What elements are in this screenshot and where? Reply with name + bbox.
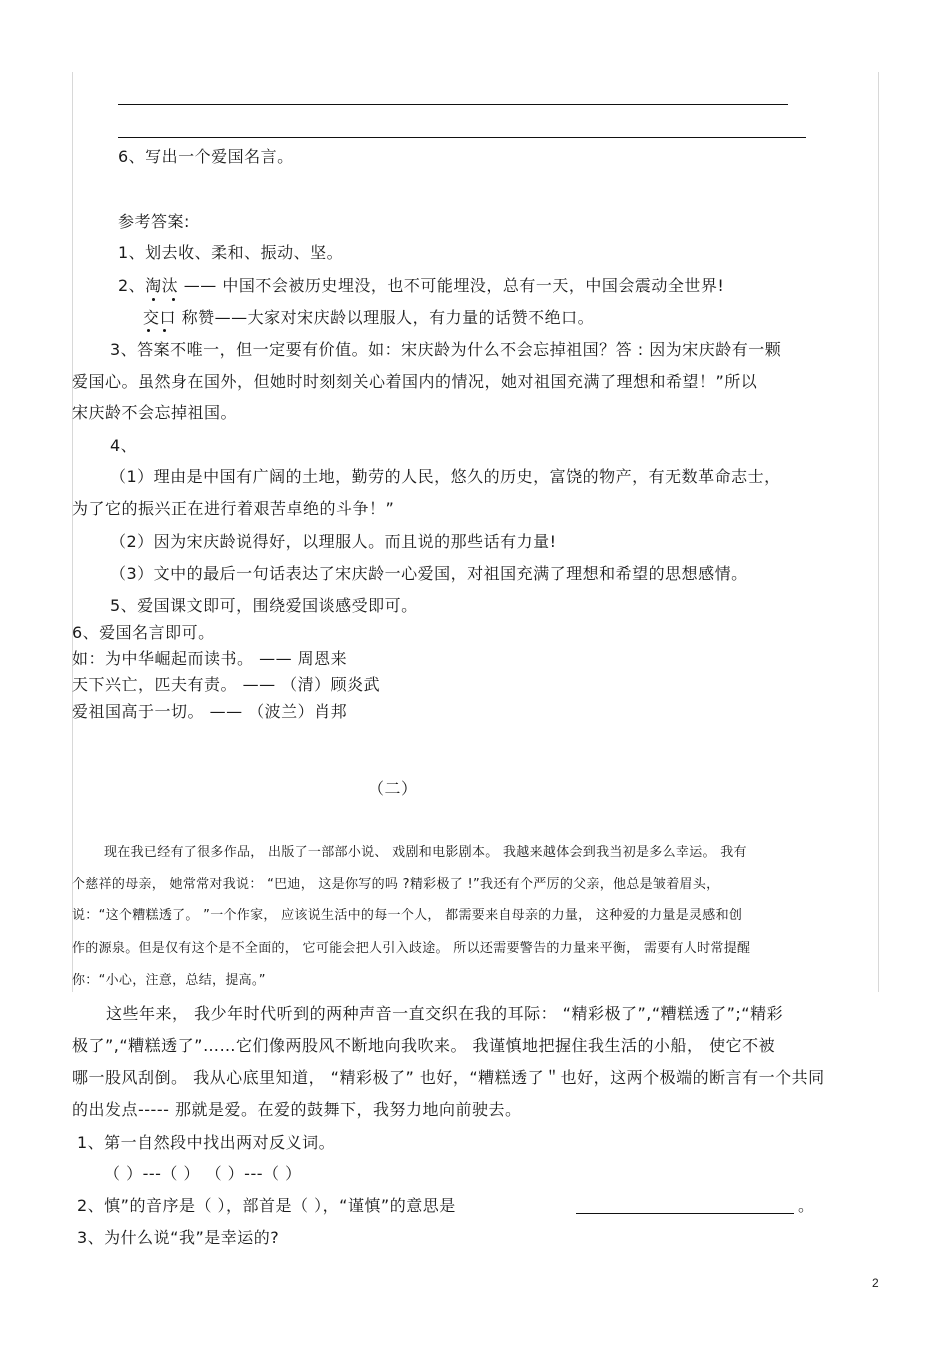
question-6: 6、写出一个爱国名言。 (118, 147, 294, 166)
quote-3: 爱祖国高于一切。 —— （波兰）肖邦 (72, 702, 348, 721)
answer-5: 5、爱国课文即可，围绕爱国谈感受即可。 (110, 596, 418, 615)
exercise-2-end: 。 (798, 1196, 815, 1215)
answer-2-line-1: 2、淘汰 —— 中国不会被历史埋没，也不可能埋没，总有一天，中国会震动全世界! (118, 276, 725, 295)
emphasis-dot (152, 298, 155, 301)
answer-3-line-2: 爱国心。虽然身在国外，但她时时刻刻关心着国内的情况，她对祖国充满了理想和希望！”所以 (72, 372, 758, 391)
passage-p2-line-4: 的出发点----- 那就是爱。在爱的鼓舞下，我努力地向前驶去。 (72, 1100, 522, 1119)
answers-title: 参考答案: (118, 212, 190, 231)
answer-4: 4、 (110, 436, 138, 455)
quote-2: 天下兴亡，匹夫有责。 —— （清）顾炎武 (72, 675, 381, 694)
exercise-1-blanks: （ ）---（ ） （ ）---（ ） (104, 1164, 302, 1183)
answer-4-1-line-2: 为了它的振兴正在进行着艰苦卓绝的斗争！” (72, 499, 395, 518)
exercise-2-answer-line (576, 1213, 794, 1214)
answer-4-2: （2）因为宋庆龄说得好，以理服人。而且说的那些话有力量! (110, 532, 557, 551)
passage-p1-line-2: 个慈祥的母亲， 她常常对我说： “巴迪， 这是你写的吗 ?精彩极了 !”我还有个严厉的父亲，他总是皱着眉头， (72, 877, 720, 892)
section-heading: （二） (368, 779, 418, 798)
answer-3-line-1: 3、答案不唯一，但一定要有价值。如：宋庆龄为什么不会忘掉祖国？答 : 因为宋庆龄有一颗 (110, 340, 782, 359)
emphasis-dot (163, 329, 166, 332)
page-number: 2 (872, 1276, 879, 1290)
emphasis-dot (147, 329, 150, 332)
right-margin-rule (878, 72, 879, 992)
passage-p1-line-4: 作的源泉。但是仅有这个是不全面的， 它可能会把人引入歧途。 所以还需要警告的力量来平衡， 需要有人时常提醒 (72, 941, 751, 956)
emphasis-dot (172, 298, 175, 301)
passage-p1-line-3: 说：“这个糟糕透了。 ”一个作家， 应该说生活中的每一个人， 都需要来自母亲的力量， 这种爱的力量是灵感和创 (72, 908, 743, 923)
passage-p2-line-3: 哪一股风刮倒。 我从心底里知道， “精彩极了” 也好，“糟糕透了＂也好，这两个极端的断言有一个共同 (72, 1068, 825, 1087)
answer-6: 6、爱国名言即可。 (72, 623, 215, 642)
answer-4-1-line-1: （1）理由是中国有广阔的土地，勤劳的人民，悠久的历史，富饶的物产，有无数革命志士， (110, 467, 781, 486)
answer-3-line-3: 宋庆龄不会忘掉祖国。 (72, 403, 238, 422)
passage-p1-line-5: 你：“小心，注意，总结，提高。” (72, 973, 266, 988)
quote-1: 如：为中华崛起而读书。 —— 周恩来 (72, 649, 348, 668)
answer-line-2 (118, 137, 806, 138)
left-margin-rule (72, 72, 73, 992)
passage-p1-line-1: 现在我已经有了很多作品， 出版了一部部小说、 戏剧和电影剧本。 我越来越体会到我当初是多么幸运。 我有 (104, 845, 747, 860)
answer-2-line-2: 交口 称赞——大家对宋庆龄以理服人，有力量的话赞不绝口。 (143, 308, 595, 327)
exercise-1: 1、第一自然段中找出两对反义词。 (77, 1133, 336, 1152)
exercise-2: 2、慎”的音序是（ ），部首是（ ），“谨慎”的意思是 (77, 1196, 456, 1215)
passage-p2-line-1: 这些年来， 我少年时代听到的两种声音一直交织在我的耳际： “精彩极了”,“糟糕透了”;“精彩 (106, 1004, 784, 1023)
answer-1: 1、划去收、柔和、振动、坚。 (118, 243, 344, 262)
answer-4-3: （3）文中的最后一句话表达了宋庆龄一心爱国，对祖国充满了理想和希望的思想感情。 (110, 564, 748, 583)
passage-p2-line-2: 极了”,“糟糕透了”……它们像两股风不断地向我吹来。 我谨慎地把握住我生活的小船， 使它不被 (72, 1036, 776, 1055)
exercise-3: 3、为什么说“我”是幸运的? (77, 1228, 280, 1247)
answer-line-1 (118, 104, 788, 105)
